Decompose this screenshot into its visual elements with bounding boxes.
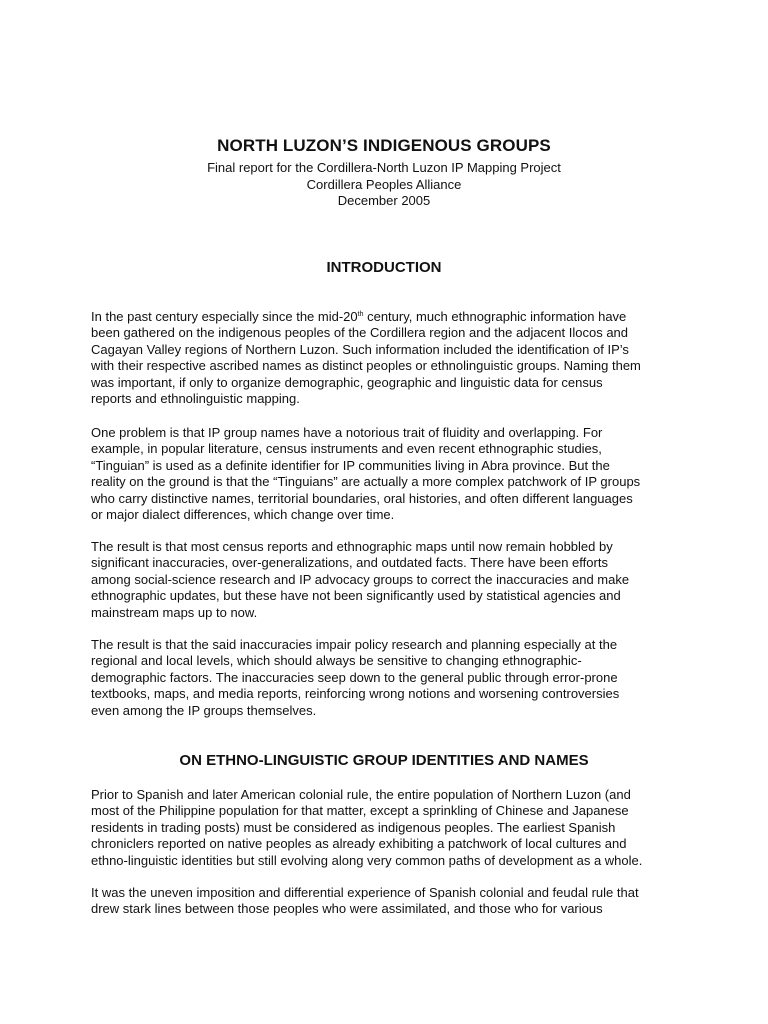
paragraph-line: textbooks, maps, and media reports, reinforcing wrong notions and worsening controversies: [91, 686, 620, 702]
paragraph-line: example, in popular literature, census instruments and even recent ethnographic studies,: [91, 441, 602, 457]
paragraph-line: who carry distinctive names, territorial boundaries, oral histories, and often different languages: [91, 490, 633, 506]
intro-paragraph-1: [91, 309, 691, 407]
paragraph-line: One problem is that IP group names have a notorious trait of fluidity and overlapping. For: [91, 425, 603, 440]
ordinal-superscript: th: [357, 311, 364, 318]
paragraph-line: residents in trading posts) must be considered as indigenous peoples. The earliest Spanish: [91, 819, 616, 835]
section-heading-introduction: INTRODUCTION: [326, 259, 442, 276]
paragraph-line: regional and local levels, which should always be sensitive to changing ethnographic-: [91, 653, 582, 669]
identities-paragraph-2: [91, 885, 691, 918]
line-text: In the past century especially since the mid-20: [91, 309, 358, 324]
intro-paragraph-4: [91, 637, 691, 719]
paragraph-line: It was the uneven imposition and differential experience of Spanish colonial and feudal rule that: [91, 885, 639, 900]
paragraph-line: even among the IP groups themselves.: [91, 702, 317, 718]
paragraph-line: [91, 309, 691, 325]
paragraph-line: demographic factors. The inaccuracies seep down to the general public through error-prone: [91, 669, 618, 685]
paragraph-line: ethno-linguistic identities but still evolving along very common paths of development as a whole.: [91, 852, 643, 868]
section-heading-identities: ON ETHNO-LINGUISTIC GROUP IDENTITIES AND NAMES: [179, 752, 589, 769]
document-title: NORTH LUZON’S INDIGENOUS GROUPS: [217, 136, 551, 155]
paragraph-line: significant inaccuracies, over-generalizations, and outdated facts. There have been efforts: [91, 555, 608, 571]
paragraph-line: was important, if only to organize demographic, geographic and linguistic data for census: [91, 374, 603, 390]
paragraph-line: chroniclers reported on native peoples as already exhibiting a patchwork of local cultures and: [91, 836, 627, 852]
paragraph-line: reports and ethnolinguistic mapping.: [91, 391, 300, 407]
paragraph-line: “Tinguian” is used as a definite identifier for IP communities living in Abra province. But the: [91, 457, 610, 473]
paragraph-line: with their respective ascribed names as distinct peoples or ethnolinguistic groups. Naming them: [91, 358, 641, 374]
paragraph-line: The result is that most census reports and ethnographic maps until now remain hobbled by: [91, 539, 613, 554]
intro-paragraph-2: [91, 425, 691, 523]
subtitle-report: Final report for the Cordillera-North Luzon IP Mapping Project: [207, 160, 561, 175]
paragraph-line: been gathered on the indigenous peoples of the Cordillera region and the adjacent Ilocos and: [91, 325, 629, 341]
subtitle-date: December 2005: [337, 193, 431, 208]
subtitle-organization: Cordillera Peoples Alliance: [306, 177, 462, 192]
paragraph-line: most of the Philippine population for that matter, except a sprinkling of Chinese and Japanese: [91, 803, 629, 819]
identities-paragraph-1: [91, 787, 691, 869]
paragraph-line: Prior to Spanish and later American colonial rule, the entire population of Northern Luzon (and: [91, 787, 631, 802]
paragraph-line: or major dialect differences, which change over time.: [91, 507, 395, 523]
paragraph-line: drew stark lines between those peoples who were assimilated, and those who for various: [91, 901, 603, 917]
line-text: century, much ethnographic information have: [363, 309, 627, 324]
paragraph-line: The result is that the said inaccuracies impair policy research and planning especially at the: [91, 637, 618, 652]
intro-paragraph-3: [91, 539, 691, 621]
paragraph-line: among social-science research and IP advocacy groups to correct the inaccuracies and make: [91, 571, 630, 587]
paragraph-line: Cagayan Valley regions of Northern Luzon. Such information included the identification of IP’s: [91, 341, 629, 357]
paragraph-line: mainstream maps up to now.: [91, 604, 258, 620]
paragraph-line: ethnographic updates, but these have not been significantly used by statistical agencies and: [91, 588, 621, 604]
paragraph-line: reality on the ground is that the “Tinguians” are actually a more complex patchwork of IP groups: [91, 474, 641, 490]
